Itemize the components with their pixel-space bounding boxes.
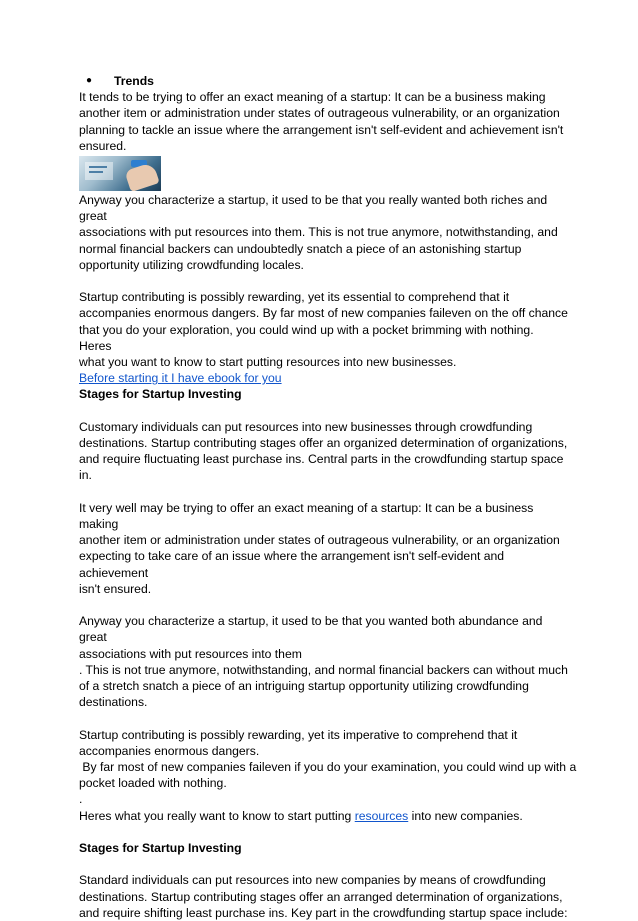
p3-line: Startup contributing is possibly rewarding, yet its essential to comprehend that it	[79, 290, 510, 305]
bullet-heading: Trends	[114, 74, 154, 88]
image-detail	[89, 166, 107, 168]
startup-image	[79, 156, 161, 191]
p2-line: normal financial backers can undoubtedly snatch a piece of an astonishing startup	[79, 241, 522, 256]
image-hand-graphic	[124, 162, 159, 191]
p2-line: opportunity utilizing crowdfunding locales.	[79, 257, 304, 272]
p5-line: another item or administration under states of outrageous vulnerability, or an organization	[79, 533, 560, 548]
p7-line: accompanies enormous dangers.	[79, 743, 260, 758]
resources-link[interactable]: resources	[354, 808, 409, 823]
p1-line: planning to tackle an issue where the arrangement isn't self-evident and achievement isn't	[79, 122, 564, 137]
paragraph-8	[79, 808, 569, 824]
p4-line: in.	[79, 468, 92, 483]
p7-line: Startup contributing is possibly rewarding, yet its imperative to comprehend that it	[79, 727, 518, 742]
p1-line: It tends to be trying to offer an exact meaning of a startup: It can be a business making	[79, 90, 546, 105]
paragraph-9	[79, 872, 569, 921]
p2-line: associations with put resources into them. This is not true anymore, notwithstanding, and	[79, 225, 558, 240]
p8-text: into new companies.	[408, 808, 523, 823]
p4-line: destinations. Startup contributing stages offer an organized determination of organizations,	[79, 436, 568, 451]
p7-line: .	[79, 792, 83, 807]
p6-line: destinations.	[79, 695, 148, 710]
p6-line: . This is not true anymore, notwithstanding, and normal financial backers can without much	[79, 662, 568, 677]
p8-text: Heres what you really want to know to start putting	[79, 808, 355, 823]
paragraph-2	[79, 192, 569, 273]
paragraph-5	[79, 500, 569, 597]
section-heading-1: Stages for Startup Investing	[79, 387, 242, 402]
p2-line: Anyway you characterize a startup, it used to be that you really wanted both riches and great	[79, 193, 548, 224]
p6-line: of a stretch snatch a piece of an intriguing startup opportunity utilizing crowdfunding	[79, 679, 529, 694]
image-detail	[89, 171, 103, 173]
p3-line: what you want to know to start putting resources into new businesses.	[79, 355, 457, 370]
p9-line: Standard individuals can put resources into new companies by means of crowdfunding	[79, 873, 546, 888]
p6-line: associations with put resources into them	[79, 646, 302, 661]
paragraph-7	[79, 727, 577, 808]
p6-line: Anyway you characterize a startup, it used to be that you wanted both abundance and great	[79, 614, 543, 645]
p5-line: expecting to take care of an issue where the arrangement isn't self-evident and achievement	[79, 549, 505, 580]
ebook-link[interactable]: Before starting it I have ebook for you	[79, 371, 282, 386]
bullet-dot-icon: ●	[86, 75, 93, 86]
p4-line: and require fluctuating least purchase ins. Central parts in the crowdfunding startup space	[79, 452, 564, 467]
document-content	[79, 73, 577, 921]
ebook-link-line	[79, 370, 569, 386]
p5-line: It very well may be trying to offer an exact meaning of a startup: It can be a business making	[79, 500, 534, 532]
p3-line: that you do your exploration, you could wind up with a pocket brimming with nothing. Heres	[79, 322, 534, 353]
p9-line: and require shifting least purchase ins. Key part in the crowdfunding startup space include:	[79, 905, 568, 920]
p7-line: pocket loaded with nothing.	[79, 776, 227, 791]
p5-line: isn't ensured.	[79, 581, 152, 596]
p1-line: another item or administration under states of outrageous vulnerability, or an organization	[79, 106, 560, 121]
paragraph-6	[79, 613, 569, 710]
paragraph-3	[79, 289, 569, 370]
paragraph-4	[79, 419, 569, 484]
section-heading-2: Stages for Startup Investing	[79, 841, 242, 856]
p9-line: destinations. Startup contributing stages offer an arranged determination of organizations,	[79, 889, 563, 904]
p4-line: Customary individuals can put resources into new businesses through crowdfunding	[79, 419, 533, 434]
p1-line: ensured.	[79, 138, 127, 153]
p7-line: By far most of new companies faileven if you do your examination, you could wind up with a	[79, 760, 577, 775]
bullet-item-trends	[86, 73, 569, 89]
paragraph-1	[79, 89, 569, 154]
p3-line: accompanies enormous dangers. By far most of new companies faileven on the off chance	[79, 306, 568, 321]
